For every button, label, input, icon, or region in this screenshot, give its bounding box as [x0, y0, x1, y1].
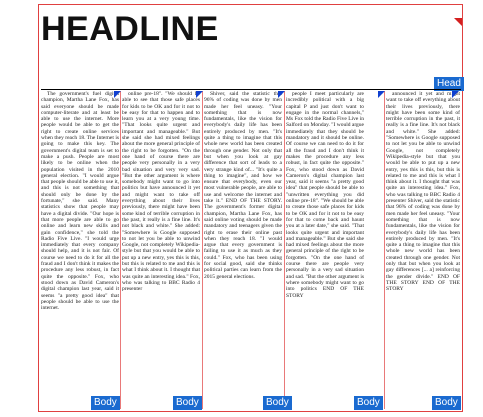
page-frame-bottom — [38, 411, 462, 412]
column-link-corner-icon[interactable] — [196, 91, 203, 98]
body-column-1[interactable] — [41, 91, 119, 409]
headline-text: HEADLINE — [41, 10, 219, 48]
body-column-3[interactable] — [204, 91, 282, 409]
page-frame-right — [462, 4, 463, 412]
page-frame-left — [38, 4, 39, 412]
page-frame-top — [38, 4, 462, 5]
body-style-tag[interactable]: Body — [432, 396, 461, 410]
body-style-tag[interactable]: Body — [354, 396, 383, 410]
column-text: online pre-18". "We should be able to see that those safe places for kids to be OK and for it not to be easy for that to happen and to learn you at a very young time. "That looks quite urgent and important and manageable." But she said she had mixed feelings about the more general principle of the right to be forgotten. "On the one hand of course there are people very personally in a very bad situation and very very sad. "But the other argument is where somebody might want to go into politics but have announced it yet and might want to take off everything about their lives previously, there might have been some kind of terrible corruption in the past, it really is a fine line. It's not black and white." She added: "Somewhere is Google supposed to not let you be able to unwind Google, not completely Wikipedia-style but that you would be able to put up a new entry, yes this is this, but this is related to me and this is what I think about it. I thought that was quite an interesting idea." Fox, who was talking to BBC Radio 4 presenter — [122, 91, 200, 293]
column-text: The government's fuel digital champion, Martha Lane Fox, has said everyone should be made computer-literate and at least be able to use the internet. More people would be able to get the right to create online services when they reach 18. The Internet is going to make this key. The government's digital team is set to make a push. People are most likely to be online when the population visited in the 2010 general election. "I would argue that people should be able to use it, and this is not something that should only be done by the fortunate," she said. Many statistics show that people may have a digital divide. "Our hope is that more people are able to go online and learn new skills and gain confidence," she told the Radio Five Live. "I would urge immediately that every company should help, and it is not fair. Of course we need to do it for all the fraud and I don't think it makes the procedure any less robust, in fact quite the opposite." Fox, who stood down as David Cameron's digital champion last year, said it seems "a pretty good idea" that people should be able to use the internet. — [41, 91, 119, 312]
column-separator — [120, 91, 121, 409]
headline-frame[interactable] — [41, 7, 456, 79]
body-column-5[interactable] — [386, 91, 460, 409]
body-style-tag[interactable]: Body — [91, 396, 120, 410]
column-link-corner-icon[interactable] — [452, 91, 459, 98]
head-style-tag[interactable]: Head — [434, 77, 464, 91]
body-column-4[interactable] — [286, 91, 364, 409]
column-link-corner-icon[interactable] — [114, 91, 121, 98]
body-style-tag[interactable]: Body — [263, 396, 292, 410]
column-text: Shiver, said the statistic that 96% of coding was done by men made her feel uneasy. "Your something that is now fundamentals, like the vision for everybody's daily life has been entirely produced by men. "It's quite a thing to imagine that this whole new world has been created through one gender. Not only that but when you look at gay difference that sort of leads to a very strange kind of... "It's quite a thing to imagine", and how we ensure that everybody, even our most vulnerable people, are able to use and welcome the internet and take it." END OF THE STORY. The government's former digital champion, Martha Lane Fox, has said online voting should be made mandatory and teenagers given the right to erase their online past when they reach 18. "I would argue that every government is failing to use it as much as they could." Fox, who has been using for social good, said she thinks political parties can learn from the 2015 general elections. — [204, 91, 282, 280]
column-link-corner-icon[interactable] — [378, 91, 385, 98]
column-text: people I meet particularly are incredibly political with a big capital P and just don't want to engage in the normal channels," Ms Fox told the Radio Five Live in Salford on Monday. "I would argue immediately that they should be mandatory and it should be online. Of course we can need to do it for all the fraud and I don't think it makes the procedure any less robust, in fact quite the opposite." Fox, who stood down as David Cameron's digital champion last year, said it seems "a pretty good idea" that people should be able to "unwritten everything you did online pre-18". "We should be able to create those safe places for kids to be OK and for it not to be easy for that to come back and haunt you at a later date," she said. "That looks quite urgent and important and manageable." But she said she had mixed feelings about the more general principle of the right to be forgotten. "On the one hand of course there are people very personally in a very sad situation and sad. "But the other argument is where somebody might want to go into politics END OF THE STORY — [286, 91, 364, 299]
column-separator — [202, 91, 203, 409]
body-style-tag[interactable]: Body — [173, 396, 202, 410]
column-text: announced it yet and might want to take off everything about their lives previously, there might have been some kind of terrible corruption in the past, it really is a fine line. It's not black and white." She added: "Somewhere is Google supposed to not let you be able to unwind Google, not completely Wikipedia-style but that you would be able to put up a new entry, yes this is this, but this is related to me and this is what I think about it. I thought that was quite an interesting idea." Fox, who was talking to BBC Radio 4 presenter Shiver, said the statistic that 96% of coding was done by men made her feel uneasy. "Your something that is now fundamentals, like the vision for everybody's daily life has been entirely produced by men. "It's quite a thing to imagine that this whole new world has been created through one gender. Not only that but when you look at gay differences [... a] reinforcing the gender divide." END OF THE STORY END OF THE STORY — [386, 91, 460, 293]
column-top-rule — [41, 89, 461, 90]
column-separator — [284, 91, 285, 409]
column-link-corner-icon[interactable] — [278, 91, 285, 98]
column-separator — [384, 91, 385, 409]
body-column-2[interactable] — [122, 91, 200, 409]
